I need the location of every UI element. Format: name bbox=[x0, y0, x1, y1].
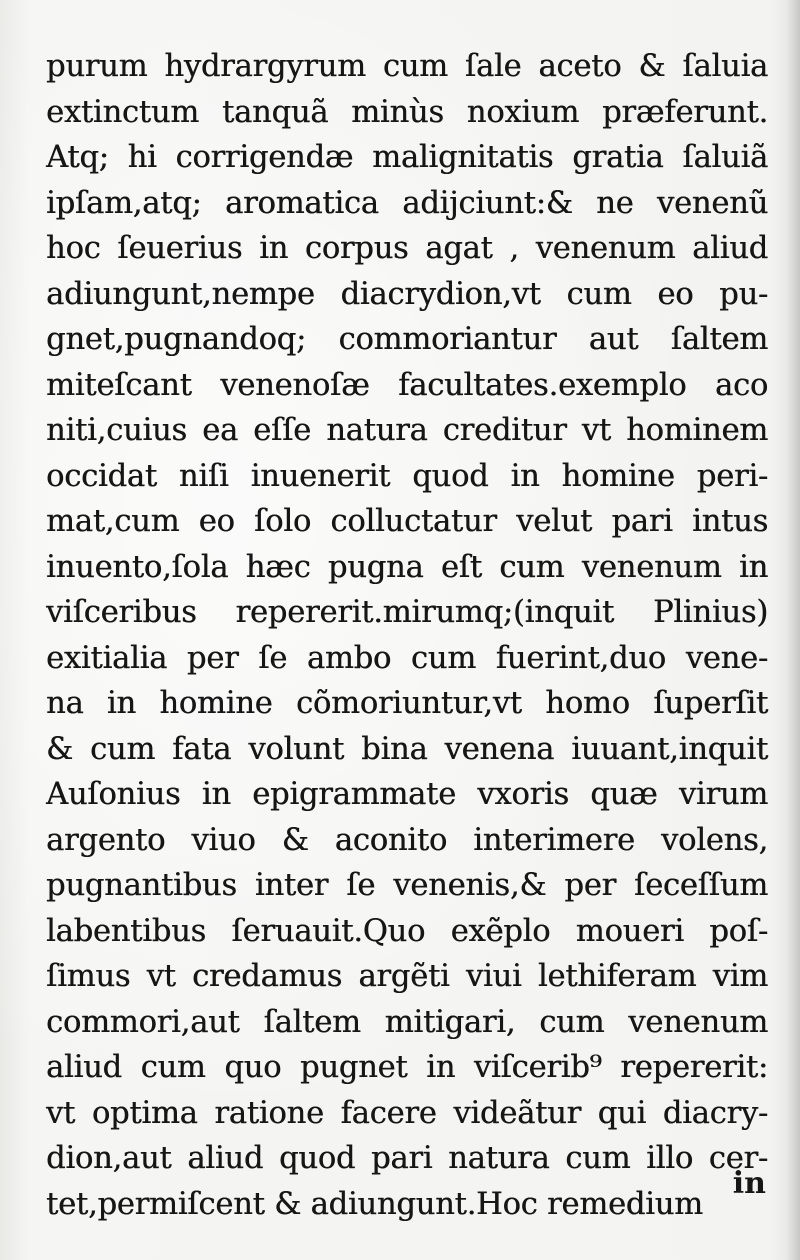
text-line: gnet,pugnandoq; commoriantur aut ſaltem bbox=[46, 322, 768, 357]
text-line: mat,cum eo ſolo colluctatur velut pari intus bbox=[46, 504, 768, 539]
text-line: labentibus ſeruauit.Quo exẽplo moueri poſ- bbox=[46, 913, 768, 949]
text-line: ipſam,atq; aromatica adijciunt:& ne venenũ bbox=[46, 185, 768, 221]
text-line: inuento,ſola hæc pugna eſt cum venenum in bbox=[46, 549, 768, 585]
text-line: argento viuo & aconito interimere volens, bbox=[46, 822, 768, 858]
catchword: in bbox=[732, 1166, 766, 1201]
text-line: Auſonius in epigrammate vxoris quæ virum bbox=[46, 777, 768, 812]
text-line: exitialia per ſe ambo cum fuerint,duo vene- bbox=[46, 640, 768, 676]
text-line: vt optima ratione facere videãtur qui diacry- bbox=[46, 1095, 768, 1131]
text-line: tet,permiſcent & adiungunt.Hoc remedium bbox=[46, 1186, 703, 1222]
page-edge-shadow bbox=[786, 0, 800, 1260]
text-line: na in homine cõmoriuntur,vt homo ſuperſit bbox=[46, 686, 768, 721]
text-line: extinctum tanquã minùs noxium præferunt. bbox=[46, 94, 768, 130]
text-line: miteſcant venenoſæ facultates.exemplo aco bbox=[46, 367, 768, 403]
text-line: aliud cum quo pugnet in viſcerib⁹ repererit: bbox=[46, 1050, 768, 1085]
text-line: Atq; hi corrigendæ malignitatis gratia ſaluiã bbox=[46, 140, 768, 175]
text-line: & cum fata volunt bina venena iuuant,inquit bbox=[46, 731, 768, 767]
page-text-block bbox=[46, 44, 768, 1227]
text-line: hoc ſeuerius in corpus agat , venenum aliud bbox=[46, 231, 768, 266]
text-line: pugnantibus inter ſe venenis,& per ſeceſſum bbox=[46, 868, 768, 903]
text-line: purum hydrargyrum cum ſale aceto & ſaluia bbox=[46, 49, 768, 84]
text-line: viſceribus repererit.mirumq;(inquit Plinius) bbox=[46, 595, 768, 630]
text-line: commori,aut ſaltem mitigari, cum venenum bbox=[46, 1004, 768, 1040]
text-line: dion,aut aliud quod pari natura cum illo cer- bbox=[46, 1141, 768, 1176]
text-line: niti,cuius ea eſſe natura creditur vt hominem bbox=[46, 413, 768, 448]
text-line: adiungunt,nempe diacrydion,vt cum eo pu- bbox=[46, 276, 768, 312]
text-line: occidat niſi inuenerit quod in homine peri- bbox=[46, 458, 768, 494]
text-line: ſimus vt credamus argẽti viui lethiferam vim bbox=[46, 959, 768, 994]
